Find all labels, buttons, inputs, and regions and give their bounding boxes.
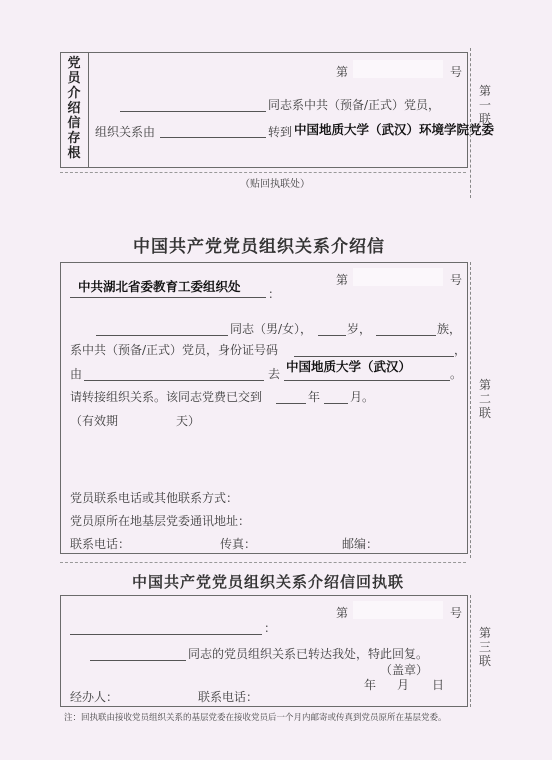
letter-phone-label: 联系电话： (70, 537, 131, 551)
letter-title: 中国共产党党员组织关系介绍信 (133, 237, 385, 257)
letter-no-prefix: 第 (336, 273, 349, 287)
letter-contact-label: 党员联系电话或其他联系方式： (70, 491, 239, 505)
letter-dest-handwritten: 中国地质大学（武汉） (286, 359, 412, 374)
receipt-handler-label: 经办人： (70, 690, 119, 704)
stub-perforation (470, 48, 471, 198)
letter-ethnic-blank (376, 324, 436, 336)
letter-address-label: 党员原所在地基层党委通讯地址： (70, 514, 251, 528)
stub-side-divider (88, 52, 89, 167)
receipt-seal: （盖章） (380, 663, 429, 677)
stub-no-suffix: 号 (450, 65, 463, 79)
stub-line2-prefix: 组织关系由 (95, 125, 156, 139)
receipt-part-label: 第三联 (478, 626, 491, 668)
stub-part-label: 第一联 (478, 84, 491, 126)
letter-addressee-colon: ： (268, 287, 281, 301)
letter-row2-text: 系中共（预备/正式）党员，身份证号码 (70, 343, 279, 357)
receipt-addressee-line (70, 623, 262, 635)
letter-row1-comrade: 同志（男/女）， (230, 322, 313, 336)
stub-from-blank (160, 126, 266, 138)
receipt-date-month: 月 (397, 678, 410, 692)
letter-frame (60, 262, 468, 554)
letter-fee-month-blank (324, 392, 348, 404)
letter-addressee-line (70, 286, 266, 298)
letter-row2-end: ， (454, 343, 467, 357)
receipt-no-redacted (353, 601, 443, 619)
stub-bottom-rule (60, 172, 466, 173)
letter-row4-year: 年 (308, 390, 321, 404)
letter-no-suffix: 号 (450, 273, 463, 287)
receipt-name-blank (90, 649, 186, 661)
receipt-body-text: 同志的党员组织关系已转达我处，特此回复。 (188, 647, 429, 661)
stub-attach-note: （贴回执联处） (240, 179, 310, 190)
letter-row1-ethnic: 族， (437, 322, 462, 336)
receipt-date-year: 年 (364, 678, 377, 692)
letter-bottom-rule (60, 562, 466, 563)
receipt-colon: ： (264, 621, 277, 635)
stub-no-prefix: 第 (336, 65, 349, 79)
letter-row3-end: 。 (450, 367, 463, 381)
letter-row4-month: 月。 (350, 390, 375, 404)
stub-side-label: 党员介绍信存根 (67, 56, 81, 161)
stub-line1-text: 同志系中共（预备/正式）党员， (268, 98, 441, 112)
letter-part-label: 第二联 (478, 378, 491, 420)
letter-fee-year-blank (276, 392, 306, 404)
receipt-title: 中国共产党党员组织关系介绍信回执联 (132, 573, 405, 591)
stub-line2-mid: 转到 (268, 125, 293, 139)
letter-from-blank (84, 369, 264, 381)
footnote: 注：回执联由接收党员组织关系的基层党委在接收党员后一个月内邮寄或传真到党员原所在基层党委。 (64, 713, 447, 723)
stub-dest-handwritten: 中国地质大学（武汉）环境学院党委 (294, 122, 495, 137)
stub-name-blank (120, 100, 266, 112)
receipt-date-day: 日 (432, 678, 445, 692)
letter-addressee-handwritten: 中共湖北省委教育工委组织处 (78, 279, 241, 294)
letter-validity-suffix: 天） (176, 414, 201, 428)
receipt-no-suffix: 号 (450, 606, 463, 620)
letter-row3-to: 去 (268, 367, 281, 381)
letter-no-redacted (353, 268, 443, 286)
letter-id-blank (294, 345, 454, 357)
receipt-perforation (470, 595, 471, 707)
letter-zip-label: 邮编： (342, 537, 379, 551)
letter-row4-text: 请转接组织关系。该同志党费已交到 (70, 390, 263, 404)
receipt-phone-label: 联系电话： (198, 690, 259, 704)
receipt-no-prefix: 第 (336, 606, 349, 620)
stub-no-redacted (353, 60, 443, 78)
letter-row3-from: 由 (70, 367, 83, 381)
letter-fax-label: 传真： (220, 537, 257, 551)
letter-age-blank (318, 324, 346, 336)
letter-dest-blank (284, 369, 450, 381)
letter-validity-prefix: （有效期 (70, 414, 119, 428)
letter-name-blank (96, 324, 228, 336)
letter-perforation (470, 262, 471, 558)
letter-row1-age: 岁， (347, 322, 372, 336)
